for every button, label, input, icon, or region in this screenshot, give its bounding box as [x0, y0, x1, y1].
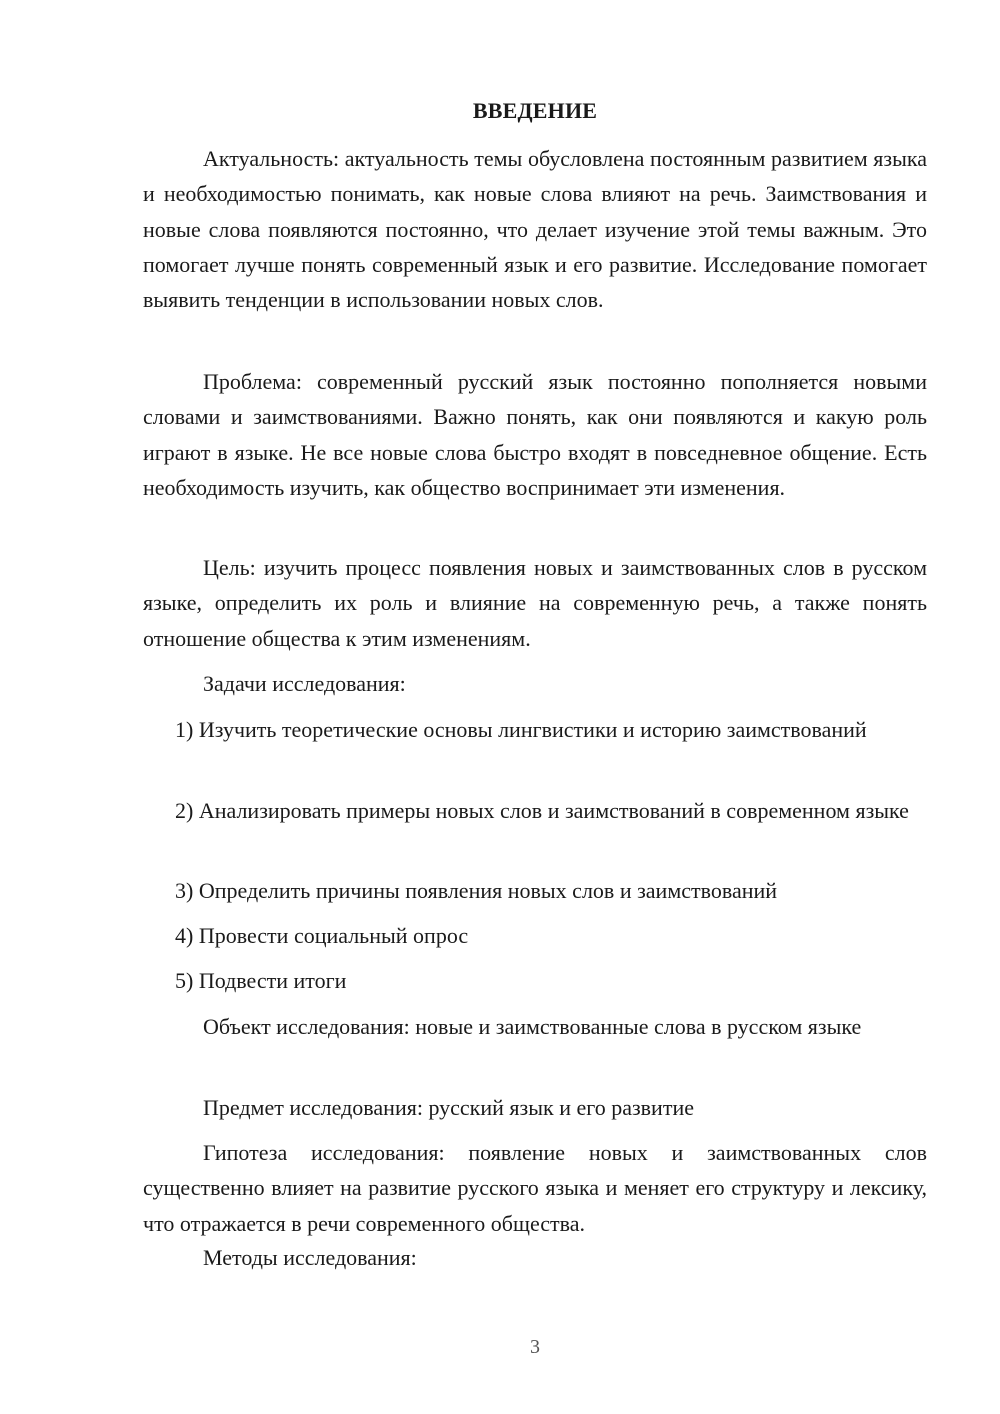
paragraph-problem: Проблема: современный русский язык постоянно пополняется новыми словами и заимствованиями. Важно понять, как они появляются и какую роль играют в языке. Не все новые слова быстро входят в повседневное общение. Есть необходимость изучить, как общество воспринимает эти изменения.: [143, 369, 927, 500]
paragraph-relevance: Актуальность: актуальность темы обусловлена постоянным развитием языка и необходимостью понимать, как новые слова влияют на речь. Заимствования и новые слова появляются постоянно, что делает изучение этой темы важным. Это помогает лучше понять современный язык и его развитие. Исследование помогает выявить тенденции в использовании новых слов.: [143, 146, 927, 313]
task-item-4: 4) Провести социальный опрос: [175, 923, 469, 948]
task-item-1: 1) Изучить теоретические основы лингвистики и историю заимствований: [175, 717, 867, 742]
paragraph-object: Объект исследования: новые и заимствованные слова в русском языке: [203, 1014, 862, 1039]
paragraph-hypothesis: Гипотеза исследования: появление новых и заимствованных слов существенно влияет на развитие русского языка и меняет его структуру и лексику, что отражается в речи современного общества.: [143, 1140, 927, 1236]
methods-title: Методы исследования:: [203, 1245, 417, 1270]
section-heading: ВВЕДЕНИЕ: [472, 98, 598, 123]
page-number: 3: [530, 1336, 540, 1358]
paragraph-goal: Цель: изучить процесс появления новых и заимствованных слов в русском языке, определить их роль и влияние на современную речь, а также понять отношение общества к этим изменениям.: [143, 555, 927, 651]
tasks-title: Задачи исследования:: [203, 671, 406, 696]
task-item-5: 5) Подвести итоги: [175, 968, 347, 993]
task-item-3: 3) Определить причины появления новых слов и заимствований: [175, 878, 778, 903]
paragraph-subject: Предмет исследования: русский язык и его развитие: [203, 1095, 694, 1120]
task-item-2: 2) Анализировать примеры новых слов и заимствований в современном языке: [175, 798, 909, 823]
